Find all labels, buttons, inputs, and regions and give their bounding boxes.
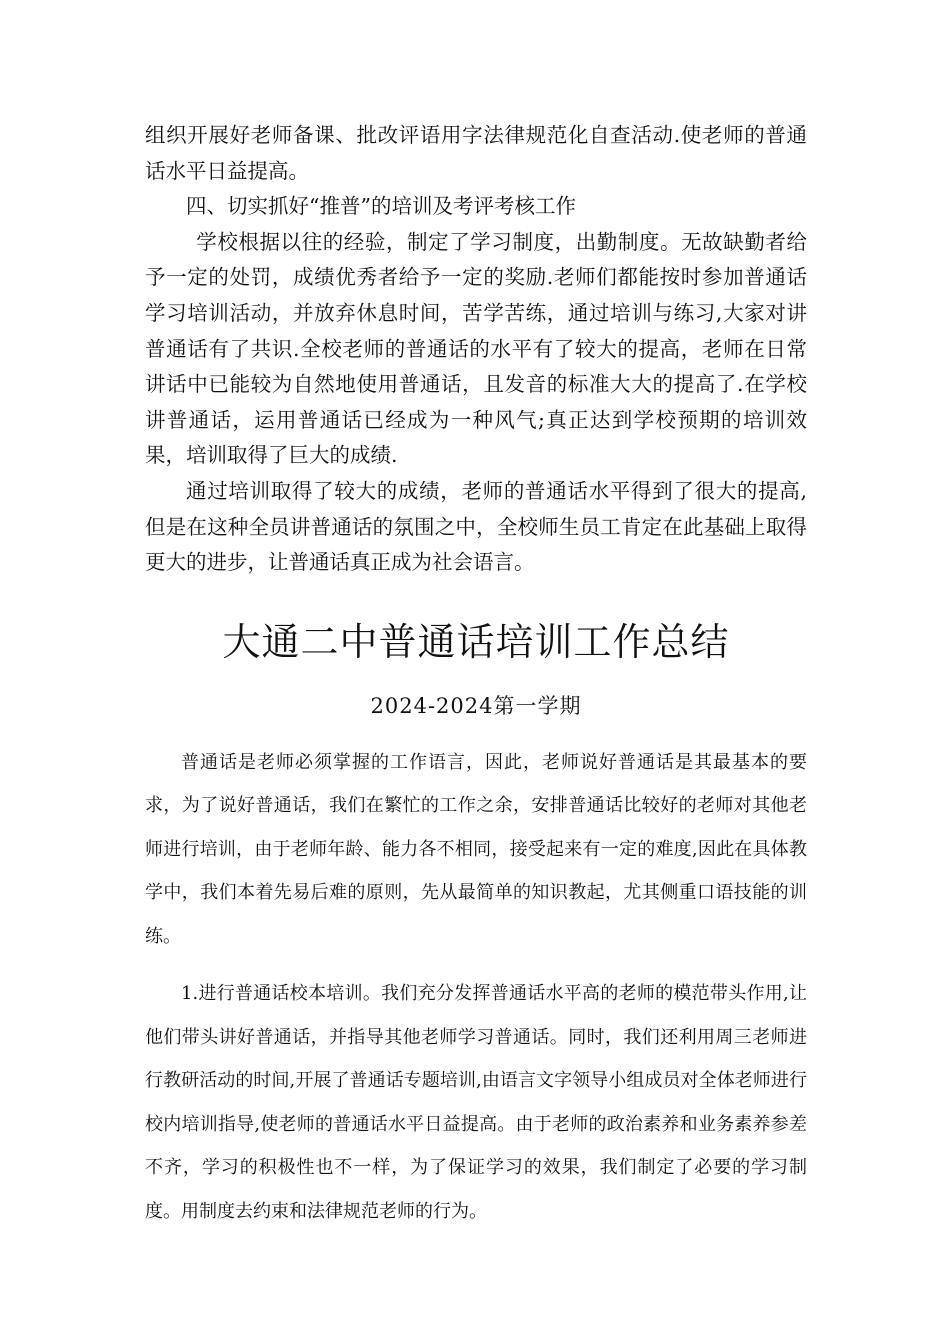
paragraph-item-1: 1.进行普通话校本培训。我们充分发挥普通话水平高的老师的模范带头作用,让他们带头讲好普通话，并指导其他老师学习普通话。同时，我们还利用周三老师进行教研活动的时间,开展了普通话专题培训,由语言文字领导小组成员对全体老师进行校内培训指导,使老师的普通话水平日益提高。由于老师的政治素养和业务素养参差不齐，学习的积极性也不一样，为了保证学习的效果，我们制定了必要的学习制度。用制度去约束和法律规范老师的行为。 xyxy=(145,983,807,1222)
paragraph-result: 通过培训取得了较大的成绩，老师的普通话水平得到了很大的提高,但是在这种全员讲普通话的氛围之中，全校师生员工肯定在此基础上取得更大的进步，让普通话真正成为社会语言。 xyxy=(145,478,807,575)
document-title: 大通二中普通话培训工作总结 xyxy=(222,619,730,664)
paragraph-continuation: 组织开展好老师备课、批改评语用字法律规范化自查活动.使老师的普通话水平日益提高。 xyxy=(145,123,807,183)
heading-section-four: 四、切实抓好“推普”的培训及考评考核工作 xyxy=(186,194,576,219)
paragraph-rules: 学校根据以往的经验，制定了学习制度，出勤制度。无故缺勤者给予一定的处罚，成绩优秀者给予一定的奖励.老师们都能按时参加普通话学习培训活动，并放弃休息时间，苦学苦练，通过培训与练习,大家对讲普通话有了共识.全校老师的普通话的水平有了较大的提高，老师在日常讲话中已能较为自然地使用普通话，且发音的标准大大的提高了.在学校讲普通话，运用普通话已经成为一种风气;真正达到学校预期的培训效果，培训取得了巨大的成绩. xyxy=(145,229,807,468)
paragraph-intro: 普通话是老师必须掌握的工作语言，因此，老师说好普通话是其最基本的要求，为了说好普通话，我们在繁忙的工作之余，安排普通话比较好的老师对其他老师进行培训，由于老师年龄、能力各不相同，接受起来有一定的难度,因此在具体教学中，我们本着先易后难的原则，先从最简单的知识教起，尤其侧重口语技能的训练。 xyxy=(145,751,807,947)
document-subtitle: 2024-2024第一学期 xyxy=(370,693,582,718)
document-page xyxy=(145,118,807,1233)
